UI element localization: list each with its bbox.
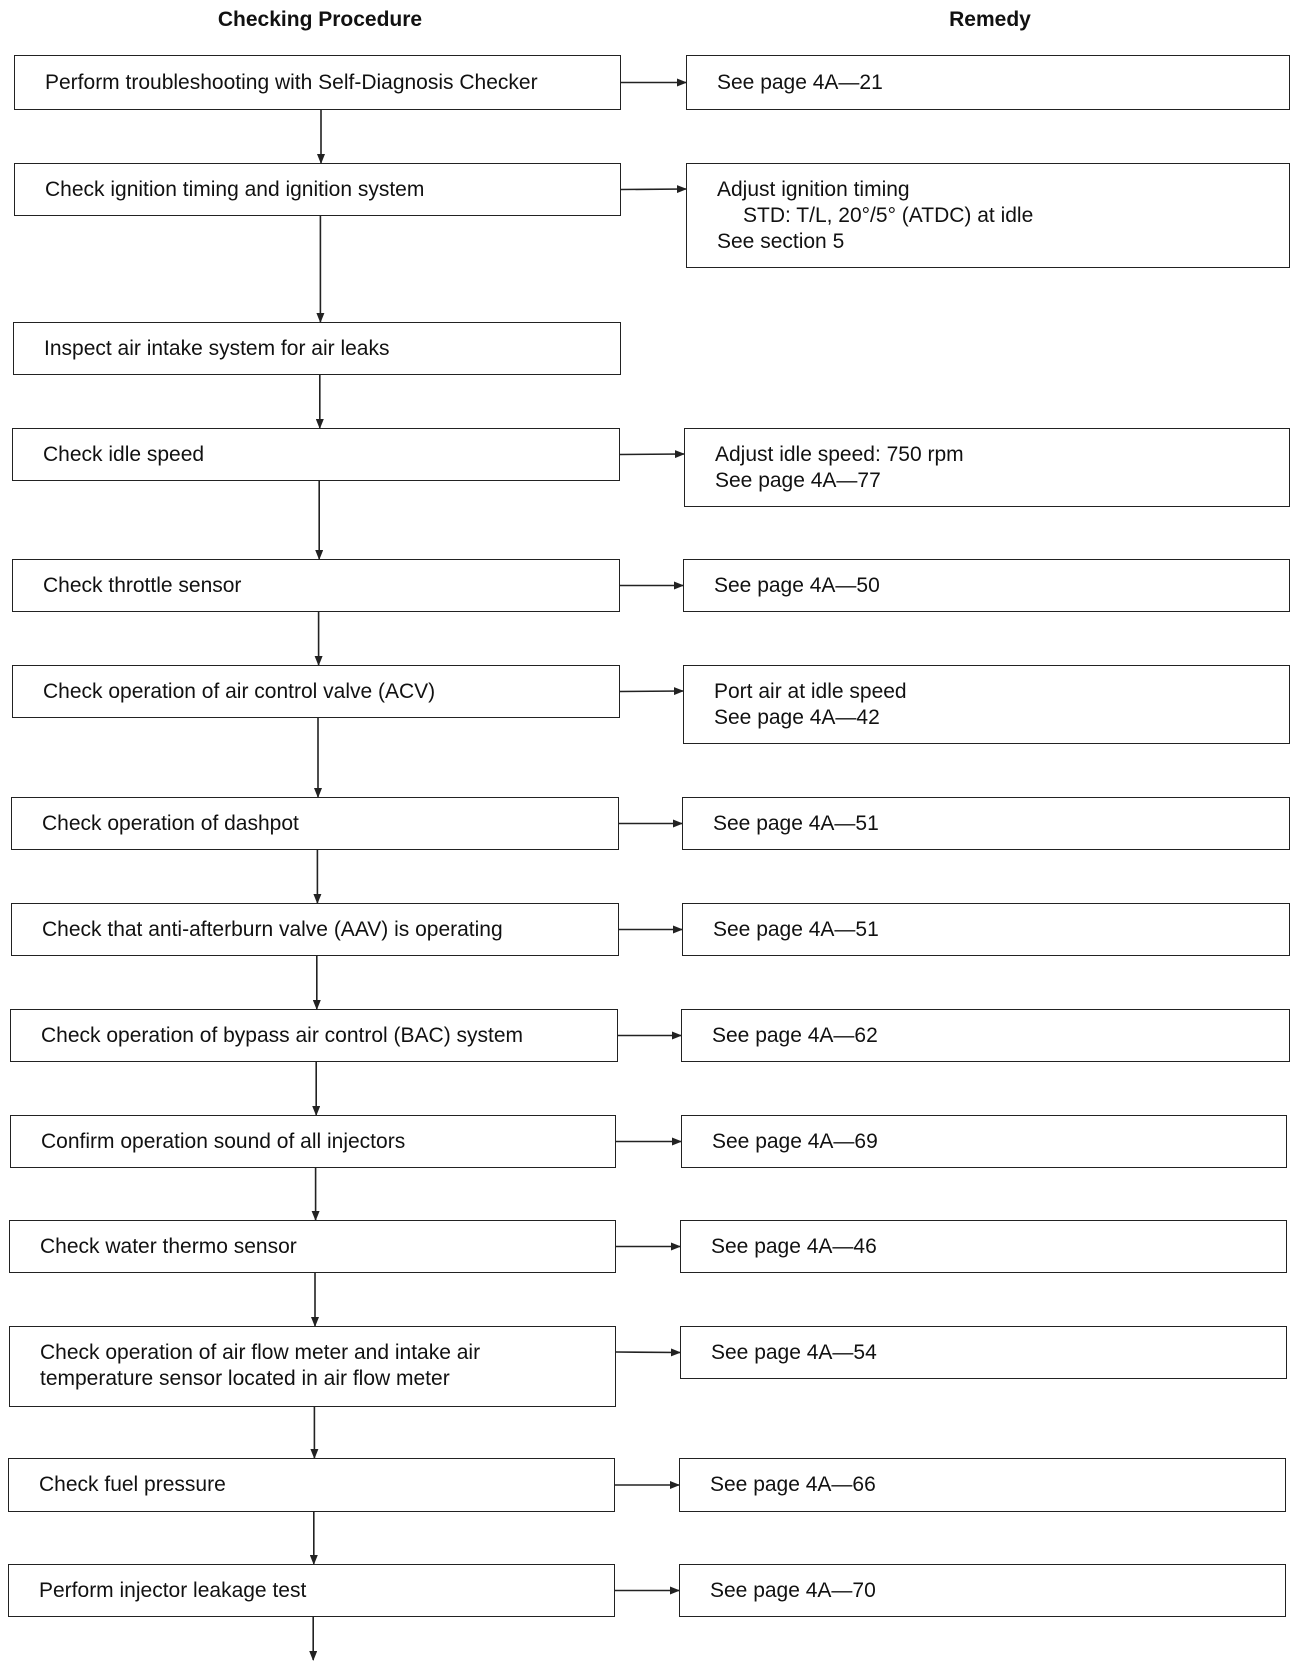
remedy-box-line: See page 4A—54 bbox=[711, 1340, 877, 1364]
remedy-box bbox=[680, 1220, 1287, 1273]
remedy-box-line: See page 4A—50 bbox=[714, 573, 880, 597]
remedy-box-line: Adjust idle speed: 750 rpm bbox=[715, 443, 964, 466]
remedy-box bbox=[683, 665, 1290, 744]
remedy-box-line: See page 4A—42 bbox=[714, 706, 880, 729]
remedy-box-line: STD: T/L, 20°/5° (ATDC) at idle bbox=[743, 204, 1034, 227]
procedure-step-box-line: Check that anti-afterburn valve (AAV) is operating bbox=[42, 917, 503, 941]
procedure-step-box bbox=[11, 903, 619, 956]
remedy-arrow bbox=[621, 189, 686, 190]
procedure-step-box bbox=[10, 1115, 616, 1168]
remedy-box bbox=[681, 1009, 1290, 1062]
remedy-box bbox=[683, 559, 1290, 612]
procedure-step-box bbox=[11, 797, 619, 850]
procedure-step-box bbox=[9, 1326, 616, 1407]
procedure-step-box-line: Check idle speed bbox=[43, 442, 205, 466]
remedy-box-line: See page 4A—21 bbox=[717, 70, 883, 94]
procedure-step-box-line: Check throttle sensor bbox=[43, 573, 242, 597]
procedure-step-box-line: Perform troubleshooting with Self-Diagnosis Checker bbox=[45, 70, 538, 94]
remedy-box-line: Adjust ignition timing bbox=[717, 178, 910, 201]
remedy-box-line: See page 4A—62 bbox=[712, 1023, 878, 1047]
procedure-step-box bbox=[12, 428, 620, 481]
remedy-box bbox=[681, 1115, 1287, 1168]
procedure-step-box-line: temperature sensor located in air flow meter bbox=[40, 1367, 450, 1390]
remedy-arrow bbox=[616, 1352, 680, 1353]
procedure-step-box bbox=[8, 1458, 615, 1512]
procedure-step-box-line: Check water thermo sensor bbox=[40, 1234, 297, 1258]
header-checking-procedure: Checking Procedure bbox=[217, 8, 423, 31]
procedure-step-box-line: Check fuel pressure bbox=[39, 1473, 226, 1496]
remedy-arrow bbox=[620, 454, 684, 455]
remedy-box-line: See page 4A—69 bbox=[712, 1129, 878, 1153]
procedure-step-box-line: Perform injector leakage test bbox=[39, 1578, 307, 1602]
procedure-step-box bbox=[12, 665, 620, 718]
remedy-box bbox=[680, 1326, 1287, 1379]
procedure-step-box-line: Check ignition timing and ignition system bbox=[45, 177, 425, 201]
remedy-box-line: See page 4A—51 bbox=[713, 917, 879, 941]
remedy-box-line: See section 5 bbox=[717, 230, 845, 253]
procedure-step-box-line: Confirm operation sound of all injectors bbox=[41, 1129, 406, 1153]
remedy-box bbox=[679, 1458, 1286, 1512]
procedure-step-box-line: Check operation of dashpot bbox=[42, 811, 299, 835]
remedy-box bbox=[684, 428, 1290, 507]
procedure-step-box-line: Check operation of bypass air control (BAC) system bbox=[41, 1023, 524, 1047]
remedy-box-line: See page 4A—66 bbox=[710, 1473, 876, 1496]
remedy-box bbox=[686, 163, 1290, 268]
remedy-arrow bbox=[620, 691, 683, 692]
procedure-step-box-line: Check operation of air control valve (ACV) bbox=[43, 679, 436, 703]
procedure-step-box bbox=[10, 1009, 618, 1062]
remedy-box bbox=[682, 797, 1290, 850]
procedure-step-box bbox=[13, 322, 621, 375]
procedure-step-box-line: Check operation of air flow meter and intake air bbox=[40, 1341, 481, 1364]
procedure-step-box bbox=[14, 55, 621, 110]
remedy-box bbox=[682, 903, 1290, 956]
remedy-box-line: See page 4A—51 bbox=[713, 811, 879, 835]
procedure-step-box bbox=[8, 1564, 615, 1617]
remedy-box-line: See page 4A—46 bbox=[711, 1234, 877, 1258]
procedure-step-box bbox=[12, 559, 620, 612]
remedy-box-line: See page 4A—70 bbox=[710, 1578, 876, 1602]
header-remedy: Remedy bbox=[949, 8, 1031, 31]
procedure-step-box-line: Inspect air intake system for air leaks bbox=[44, 336, 390, 360]
remedy-box-line: See page 4A—77 bbox=[715, 469, 881, 492]
procedure-step-box bbox=[9, 1220, 616, 1273]
remedy-box bbox=[679, 1564, 1286, 1617]
remedy-box-line: Port air at idle speed bbox=[714, 680, 907, 703]
remedy-box bbox=[686, 55, 1290, 110]
procedure-step-box bbox=[14, 163, 621, 216]
